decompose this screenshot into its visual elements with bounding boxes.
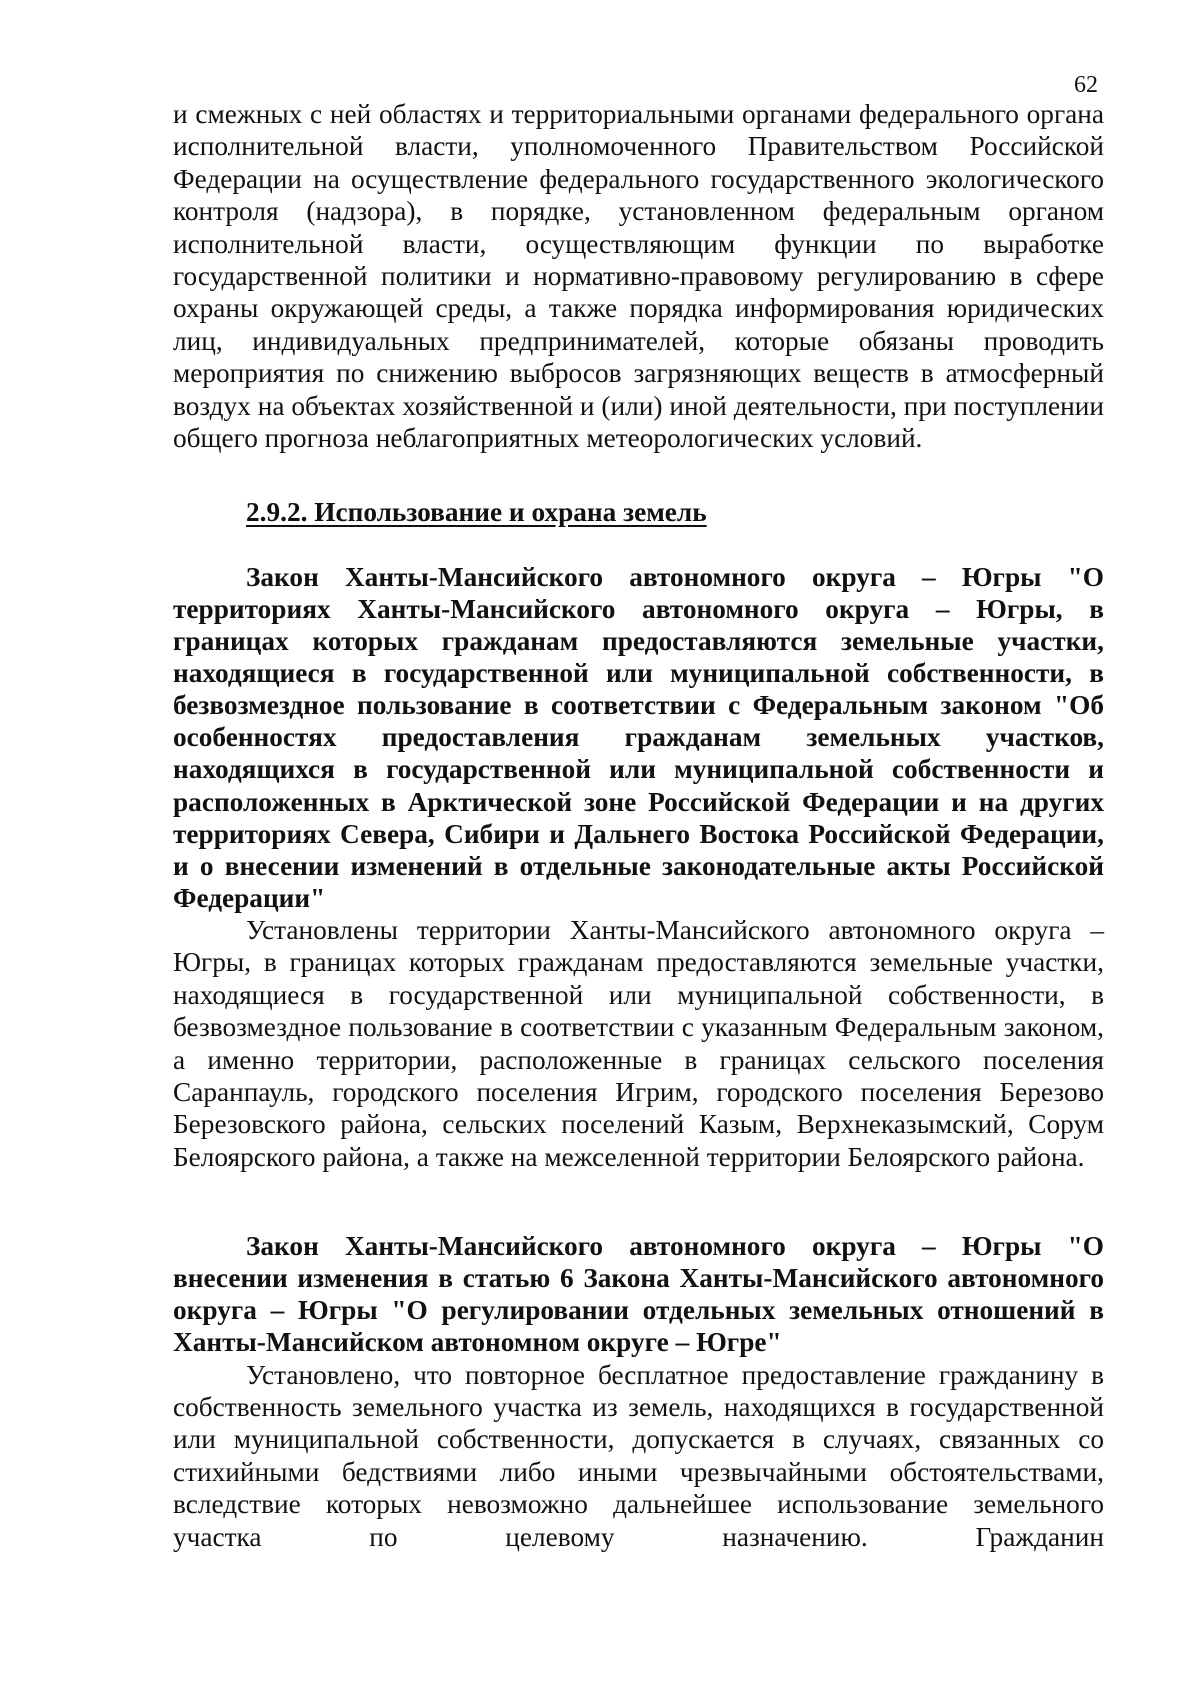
section-heading	[173, 496, 1104, 528]
law-body: Установлено, что повторное бесплатное предоставление гражданину в собственность земельного участка из земель, находящихся в государственной или муниципальной собственности, допускается в случаях, связанных со стихийными бедствиями либо иными чрезвычайными обстоятельствами, вследствие которых невозможно дальнейшее использование земельного участка по целевому назначению. Гражданин	[173, 1359, 1104, 1552]
law-title: Закон Ханты-Мансийского автономного округа – Югры "О территориях Ханты-Мансийского автономного округа – Югры, в границах которых гражданам предоставляются земельные участки, находящиеся в государственной или муниципальной собственности, в безвозмездное пользование в соответствии с Федеральным законом "Об особенностях предоставления гражданам земельных участков, находящихся в государственной или муниципальной собственности и расположенных в Арктической зоне Российской Федерации и на других территориях Севера, Сибири и Дальнего Востока Российской Федерации, и о внесении изменений в отдельные законодательные акты Российской Федерации"	[173, 561, 1104, 913]
law-body: Установлены территории Ханты-Мансийского автономного округа – Югры, в границах которых гражданам предоставляются земельные участки, находящиеся в государственной или муниципальной собственности, в безвозмездное пользование в соответствии с указанным Федеральным законом, а именно территории, расположенные в границах сельского поселения Саранпауль, городского поселения Игрим, городского поселения Березово Березовского района, сельских поселений Казым, Верхнеказымский, Сорум Белоярского района, а также на межселенной территории Белоярского района.	[173, 914, 1104, 1172]
intro-paragraph: и смежных с ней областях и территориальными органами федерального органа исполнительной власти, уполномоченного Правительством Российской Федерации на осуществление федерального государственного экологического контроля (надзора), в порядке, установленном федеральным органом исполнительной власти, осуществляющим функции по выработке государственной политики и нормативно-правовому регулированию в сфере охраны окружающей среды, а также порядка информирования юридических лиц, индивидуальных предпринимателей, которые обязаны проводить мероприятия по снижению выбросов загрязняющих веществ в атмосферный воздух на объектах хозяйственной и (или) иной деятельности, при поступлении общего прогноза неблагоприятных метеорологических условий.	[173, 99, 1104, 454]
law-title: Закон Ханты-Мансийского автономного округа – Югры "О внесении изменения в статью 6 Закона Ханты-Мансийского автономного округа – Югры "О регулировании отдельных земельных отношений в Ханты-Мансийском автономном округе – Югре"	[173, 1231, 1104, 1358]
page-number: 62	[1074, 72, 1098, 98]
document-body	[173, 98, 1104, 1553]
section-heading-text: 2.9.2. Использование и охрана земель	[246, 497, 707, 528]
